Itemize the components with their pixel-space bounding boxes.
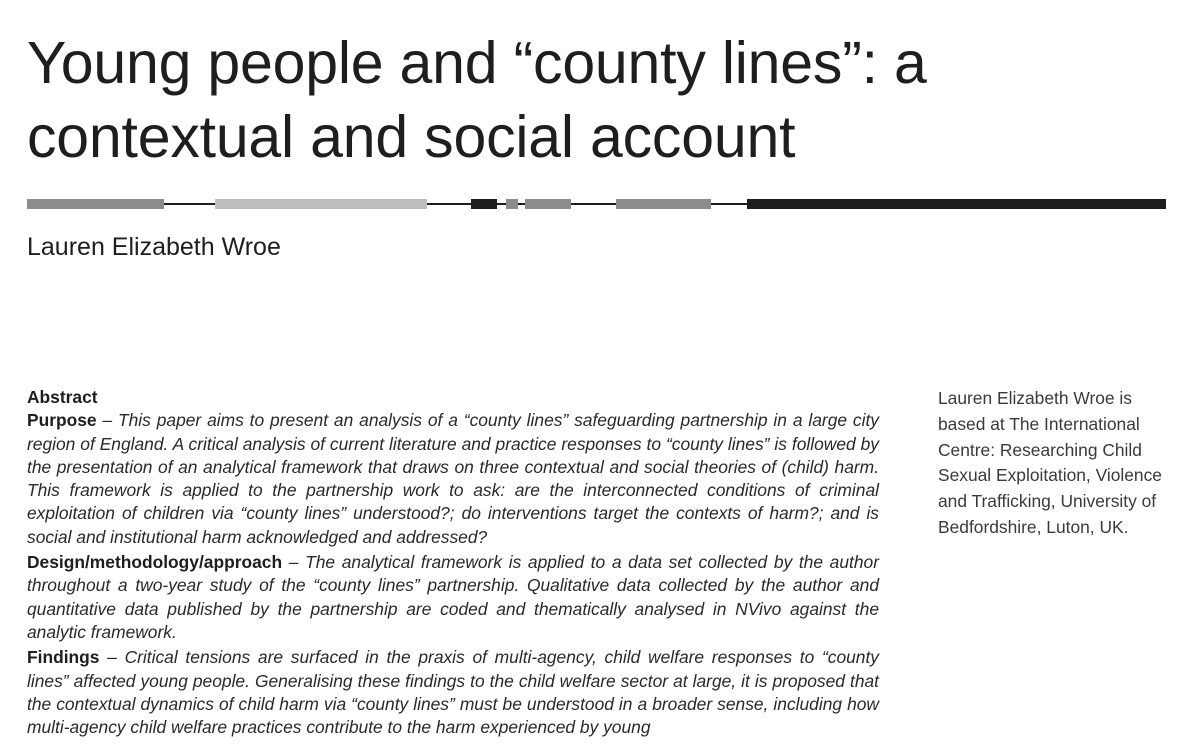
rule-segment xyxy=(571,203,616,205)
rule-segment xyxy=(518,203,525,205)
rule-segment xyxy=(711,203,747,205)
section-text: The analytical framework is applied to a data set collected by the author throughout a two-year study of the “county lines” partnership. Qualitative data collected by the author and quantitative data published by the partnership are coded and thematically analysed in NVivo against the analytic framework. xyxy=(27,552,879,642)
rule-segment xyxy=(497,203,506,205)
rule-segment xyxy=(616,199,711,209)
rule-segment xyxy=(506,199,518,209)
section-text: This paper aims to present an analysis of a “county lines” safeguarding partnership in a large city region of England. A critical analysis of current literature and practice responses to “county lines” is followed by the presentation of an analytical framework that draws on three contextual and social theories of (child) harm. This framework is applied to the partnership work to ask: are the interconnected conditions of criminal exploitation of children via “county lines” understood?; do interventions target the contexts of harm?; and is social and institutional harm acknowledged and addressed? xyxy=(27,410,879,547)
rule-segment xyxy=(164,203,215,205)
rule-segment xyxy=(747,199,1166,209)
rule-segment xyxy=(471,199,497,209)
rule-segment xyxy=(27,199,164,209)
rule-segment xyxy=(525,199,571,209)
rule-segment xyxy=(427,203,471,205)
section-label: Purpose xyxy=(27,410,97,431)
section-text: Critical tensions are surfaced in the praxis of multi-agency, child welfare responses to “county lines” affected young people. Generalising these findings to the child welfare sector at large, it is proposed that the contextual dynamics of child harm via “county lines” must be understood in a broader sense, including how multi-agency child welfare practices contribute to the harm experienced by young xyxy=(27,647,880,738)
abstract-heading: Abstract xyxy=(27,387,98,407)
section-label: Design/methodology/approach xyxy=(27,552,283,573)
abstract-section-findings: Findings – Critical tensions are surfaced in the praxis of multi-agency, child welfare responses to “county lines” affected young people. Generalising these findings to the child welfare sector at large, it is proposed that the contextual dynamics of child harm via “county lines” must be understood in a broader sense, including how multi-agency child welfare practices contribute to the harm experienced by young xyxy=(27,647,880,738)
article-title: Young people and “county lines”: a contextual and social account xyxy=(27,30,927,170)
author-affiliation: Lauren Elizabeth Wroe is based at The International Centre: Researching Child Sexual Exploitation, Violence and Trafficking, University of Bedfordshire, Luton, UK. xyxy=(938,388,1162,537)
abstract-block xyxy=(27,386,879,741)
abstract-section-purpose: Purpose – This paper aims to present an analysis of a “county lines” safeguarding partnership in a large city region of England. A critical analysis of current literature and practice responses to “county lines” is followed by the presentation of an analytical framework that draws on three contextual and social theories of (child) harm. This framework is applied to the partnership work to ask: are the interconnected conditions of criminal exploitation of children via “county lines” understood?; do interventions target the contexts of harm?; and is social and institutional harm acknowledged and addressed? xyxy=(27,410,879,547)
section-label: Findings xyxy=(27,647,100,668)
rule-segment xyxy=(215,199,427,209)
decorative-title-rule xyxy=(27,198,1166,210)
author-name: Lauren Elizabeth Wroe xyxy=(27,233,281,261)
abstract-section-design: Design/methodology/approach – The analytical framework is applied to a data set collected by the author throughout a two-year study of the “county lines” partnership. Qualitative data collected by the author and quantitative data published by the partnership are coded and thematically analysed in NVivo against the analytic framework. xyxy=(27,552,879,642)
